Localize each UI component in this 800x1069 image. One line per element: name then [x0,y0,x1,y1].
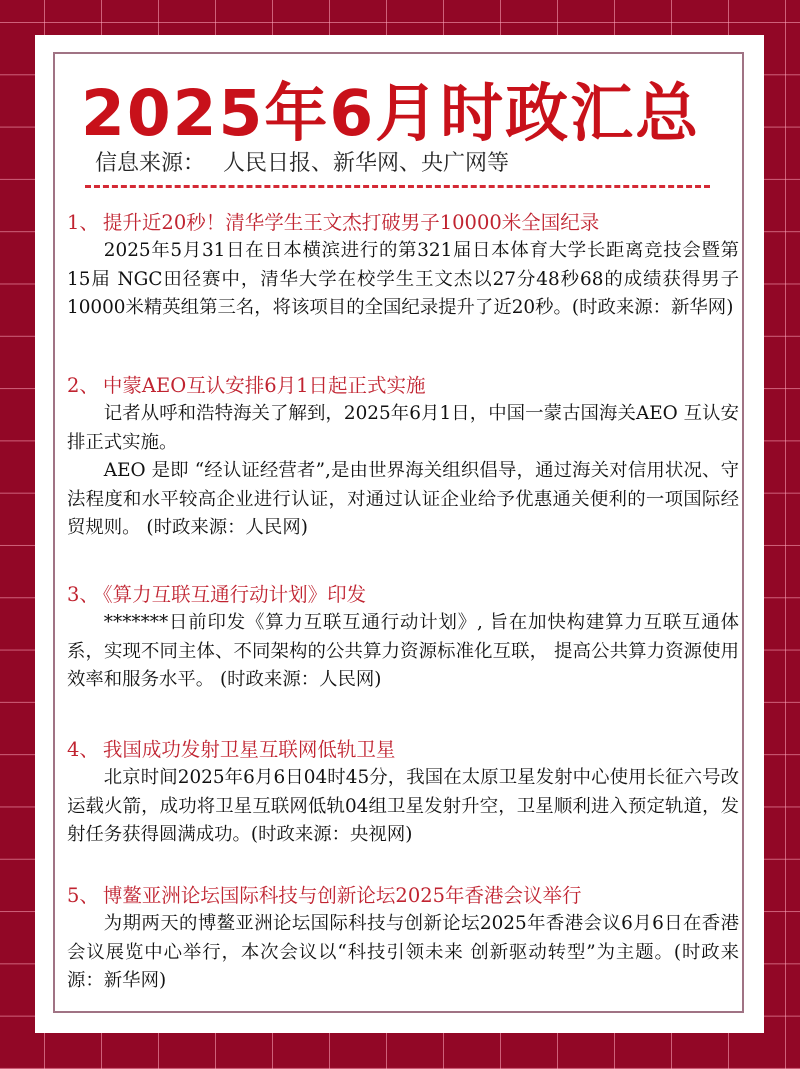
source-label: 信息来源： [95,151,206,176]
source-line [95,149,509,179]
item-number: 3、 [67,583,99,606]
item-number: 1、 [67,211,99,234]
document-card [35,35,764,1033]
news-item-title [67,581,739,609]
news-item-title [67,372,739,400]
news-item-body: 北京时间2025年6月6日04时45分，我国在太原卫星发射中心使用长征六号改运载火箭，成功将卫星互联网低轨04组卫星发射升空，卫星顺利进入预定轨道，发射任务获得圆满成功。(时政来源：央视网) [67,767,739,845]
item-number: 2、 [67,374,99,397]
item-number: 5、 [67,884,99,907]
news-item-body: AEO 是即 “经认证经营者”,是由世界海关组织倡导，通过海关对信用状况、守法程度和水平较高企业进行认证，对通过认证企业给予优惠通关便利的一项国际经贸规则。 (时政来源：人民网) [67,460,739,538]
news-item-3 [67,581,739,695]
news-item-body: 为期两天的博鳌亚洲论坛国际科技与创新论坛2025年香港会议6月6日在香港会议展览中心举行，本次会议以“科技引领未来 创新驱动转型”为主题。(时政来源：新华网) [67,913,739,991]
item-headline: 博鳌亚洲论坛国际科技与创新论坛2025年香港会议举行 [102,884,582,907]
news-item-title [67,209,739,237]
page-title: 2025年6月时政汇总 [81,77,701,150]
source-value: 人民日报、新华网、央广网等 [223,151,510,176]
item-headline: 提升近20秒！清华学生王文杰打破男子10000米全国纪录 [102,211,600,234]
news-item-body: 2025年5月31日在日本横滨进行的第321届日本体育大学长距离竞技会暨第15届 NGC田径赛中，清华大学在校学生王文杰以27分48秒68的成绩获得男子10000米精英组第三名，将该项目的全国纪录提升了近20秒。(时政来源：新华网) [67,240,739,318]
news-item-body: 记者从呼和浩特海关了解到，2025年6月1日，中国一蒙古国海关AEO 互认安排正式实施。 [67,403,739,453]
news-item-1 [67,209,739,323]
news-item-title [67,736,739,764]
news-item-title [67,882,739,910]
news-item-4 [67,736,739,850]
news-item-body: *******日前印发《算力互联互通行动计划》, 旨在加快构建算力互联互通体系，实现不同主体、不同架构的公共算力资源标准化互联， 提高公共算力资源使用效率和服务水平。 (时政来源：人民网) [67,612,739,690]
item-number: 4、 [67,738,99,761]
item-headline: 中蒙AEO互认安排6月1日起正式实施 [102,374,426,397]
item-headline: 《算力互联互通行动计划》印发 [102,583,367,606]
news-item-2 [67,372,739,543]
content-frame [53,52,744,1013]
item-headline: 我国成功发射卫星互联网低轨卫星 [102,738,396,761]
news-item-5 [67,882,739,996]
dashed-divider [85,185,710,188]
